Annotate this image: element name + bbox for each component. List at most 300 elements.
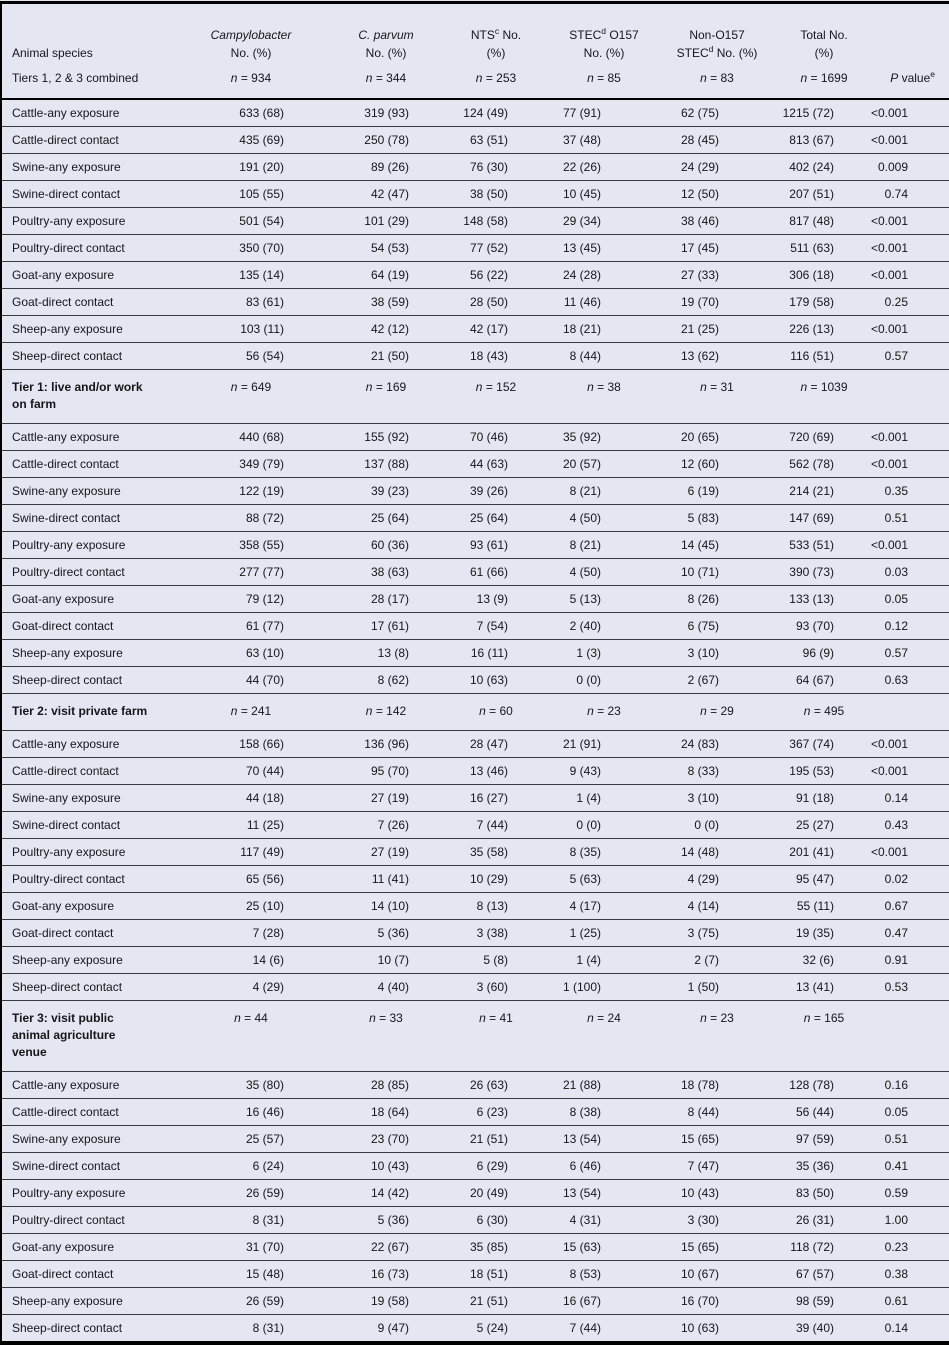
table-row	[1, 559, 949, 586]
value-cell: 39 (26)	[469, 484, 508, 498]
value-cell: 14 (42)	[370, 1186, 409, 1200]
value-cell: 135 (14)	[239, 268, 284, 282]
value-cell: 56 (22)	[469, 268, 508, 282]
p-value-cell: <0.001	[870, 268, 908, 282]
species-cell: Sheep-direct contact	[12, 673, 123, 687]
species-cell: Cattle-any exposure	[12, 737, 120, 751]
value-cell: 35 (36)	[795, 1159, 834, 1173]
value-cell: 70 (46)	[469, 430, 508, 444]
value-cell: 16 (73)	[370, 1267, 409, 1281]
table-row	[1, 127, 949, 154]
value-cell: 11 (46)	[563, 295, 601, 309]
p-value-cell: <0.001	[870, 845, 908, 859]
value-cell: 13 (62)	[680, 349, 719, 363]
tier-n-cell: n = 1039	[800, 380, 848, 394]
col-header-campylobacter	[186, 3, 316, 63]
value-cell: 29 (34)	[562, 214, 601, 228]
value-cell: 10 (45)	[562, 187, 601, 201]
value-cell: 21 (88)	[562, 1078, 601, 1092]
tier-n-cell: n = 495	[803, 704, 845, 718]
value-cell: 7 (54)	[476, 619, 508, 633]
table-row	[1, 667, 949, 694]
value-cell: 67 (57)	[795, 1267, 834, 1281]
species-cell: Poultry-any exposure	[12, 845, 126, 859]
value-cell: 720 (69)	[789, 430, 834, 444]
value-cell: 402 (24)	[789, 160, 834, 174]
col-header-stec-o157	[541, 3, 651, 63]
value-cell: 817 (48)	[789, 214, 834, 228]
species-cell: Poultry-any exposure	[12, 538, 126, 552]
species-cell: Goat-any exposure	[12, 899, 115, 913]
species-cell: Swine-direct contact	[12, 1159, 121, 1173]
value-cell: 17 (61)	[370, 619, 409, 633]
value-cell: 65 (56)	[245, 872, 284, 886]
value-cell: 38 (63)	[370, 565, 409, 579]
table-row	[1, 451, 949, 478]
col-n-nts: n = 253	[436, 62, 541, 99]
tier-n-cell: n = 41	[479, 1011, 513, 1025]
p-value-empty	[861, 694, 949, 731]
value-cell: 3 (30)	[687, 1213, 719, 1227]
p-value-cell: <0.001	[870, 430, 908, 444]
value-cell: 358 (55)	[239, 538, 284, 552]
value-cell: 42 (47)	[370, 187, 409, 201]
value-cell: 8 (31)	[252, 1321, 284, 1335]
species-cell: Sheep-any exposure	[12, 1294, 123, 1308]
value-cell: 5 (36)	[377, 1213, 409, 1227]
value-cell: 5 (63)	[569, 872, 601, 886]
p-value-cell: 0.41	[884, 1159, 908, 1173]
value-cell: 214 (21)	[789, 484, 834, 498]
value-cell: 44 (18)	[245, 791, 284, 805]
value-cell: 24 (29)	[680, 160, 719, 174]
value-cell: 13 (8)	[377, 646, 409, 660]
value-cell: 1 (25)	[569, 926, 601, 940]
value-cell: 116 (51)	[790, 349, 834, 363]
species-cell: Cattle-direct contact	[12, 1105, 119, 1119]
value-cell: 25 (64)	[469, 511, 508, 525]
species-cell: Swine-direct contact	[12, 187, 121, 201]
value-cell: 38 (59)	[370, 295, 409, 309]
value-cell: 56 (44)	[795, 1105, 834, 1119]
tier-n-cell: n = 165	[803, 1011, 845, 1025]
value-cell: 633 (68)	[239, 106, 284, 120]
table-row	[1, 731, 949, 758]
value-cell: 1 (50)	[687, 980, 719, 994]
value-cell: 27 (33)	[680, 268, 719, 282]
value-cell: 37 (48)	[562, 133, 601, 147]
value-cell: 0 (0)	[576, 673, 601, 687]
value-cell: 16 (11)	[470, 646, 508, 660]
value-cell: 250 (78)	[364, 133, 409, 147]
value-cell: 117 (49)	[240, 845, 284, 859]
value-cell: 5 (13)	[569, 592, 601, 606]
value-cell: 35 (80)	[245, 1078, 284, 1092]
value-cell: 8 (26)	[687, 592, 719, 606]
tier-n-cell: n = 649	[230, 380, 272, 394]
table-row	[1, 1153, 949, 1180]
value-cell: 8 (31)	[252, 1213, 284, 1227]
value-cell: 18 (64)	[370, 1105, 409, 1119]
p-value-empty	[861, 370, 949, 424]
value-cell: 6 (30)	[476, 1213, 508, 1227]
tiers-combined-label: Tiers 1, 2 & 3 combined	[1, 62, 186, 99]
value-cell: 133 (13)	[789, 592, 834, 606]
table-row	[1, 1234, 949, 1261]
value-cell: 148 (58)	[463, 214, 508, 228]
value-cell: 0 (0)	[576, 818, 601, 832]
value-cell: 103 (11)	[240, 322, 284, 336]
value-cell: 1 (4)	[576, 953, 601, 967]
value-cell: 21 (51)	[469, 1294, 508, 1308]
value-cell: 511 (63)	[790, 241, 834, 255]
table-body	[1, 99, 949, 1343]
p-value-cell: 0.67	[884, 899, 908, 913]
tier-row-tier3	[1, 1001, 949, 1072]
species-cell: Goat-any exposure	[12, 592, 115, 606]
p-value-cell: 0.47	[884, 926, 908, 940]
value-cell: 3 (10)	[687, 791, 719, 805]
species-cell: Cattle-any exposure	[12, 430, 120, 444]
p-value-cell: 0.38	[884, 1267, 908, 1281]
value-cell: 26 (59)	[245, 1294, 284, 1308]
value-cell: 32 (6)	[802, 953, 834, 967]
table-row	[1, 613, 949, 640]
value-cell: 3 (10)	[687, 646, 719, 660]
value-cell: 54 (53)	[370, 241, 409, 255]
value-cell: 70 (44)	[245, 764, 284, 778]
col-header-line1: STEC$^d$ O157	[569, 26, 639, 42]
species-cell: Goat-direct contact	[12, 926, 114, 940]
col-header-non-o157-stec	[651, 3, 771, 63]
table-row	[1, 1072, 949, 1099]
col-header-line1: Non-O157	[689, 28, 745, 42]
value-cell: 8 (21)	[569, 538, 601, 552]
tier-n-cell: n = 152	[475, 380, 517, 394]
table-row	[1, 316, 949, 343]
col-header-line2: (%)	[814, 46, 834, 60]
species-cell: Cattle-any exposure	[12, 1078, 120, 1092]
value-cell: 7 (26)	[377, 818, 409, 832]
value-cell: 6 (24)	[252, 1159, 284, 1173]
value-cell: 5 (36)	[377, 926, 409, 940]
col-header-line2: (%)	[486, 46, 506, 60]
p-value-cell: 0.43	[884, 818, 908, 832]
value-cell: 4 (31)	[569, 1213, 601, 1227]
col-n-non-o157-stec: n = 83	[651, 62, 771, 99]
value-cell: 9 (43)	[569, 764, 601, 778]
value-cell: 91 (18)	[795, 791, 834, 805]
value-cell: 13 (54)	[562, 1132, 601, 1146]
species-cell: Poultry-any exposure	[12, 1186, 126, 1200]
table-row	[1, 1315, 949, 1344]
species-cell: Swine-any exposure	[12, 160, 121, 174]
p-value-cell: <0.001	[870, 214, 908, 228]
tier-n-cell: n = 23	[700, 1011, 734, 1025]
species-cell: Goat-any exposure	[12, 268, 115, 282]
tier-label: Tier 1: live and/or work on farm	[12, 380, 143, 411]
species-cell: Swine-direct contact	[12, 511, 121, 525]
p-value-cell: <0.001	[870, 241, 908, 255]
col-n-total: n = 1699	[771, 62, 861, 99]
species-cell: Goat-direct contact	[12, 295, 114, 309]
value-cell: 118 (72)	[790, 1240, 834, 1254]
animal-species-header	[1, 3, 186, 63]
value-cell: 19 (58)	[370, 1294, 409, 1308]
species-cell: Cattle-direct contact	[12, 457, 119, 471]
value-cell: 35 (85)	[469, 1240, 508, 1254]
tier-n-cell: n = 142	[365, 704, 407, 718]
col-n-c-parvum: n = 344	[316, 62, 436, 99]
value-cell: 38 (50)	[469, 187, 508, 201]
value-cell: 3 (75)	[687, 926, 719, 940]
p-value-cell: 0.59	[884, 1186, 908, 1200]
value-cell: 35 (58)	[469, 845, 508, 859]
p-value-cell: <0.001	[870, 538, 908, 552]
value-cell: 10 (43)	[370, 1159, 409, 1173]
value-cell: 77 (52)	[469, 241, 508, 255]
value-cell: 83 (61)	[245, 295, 284, 309]
value-cell: 39 (23)	[370, 484, 409, 498]
value-cell: 8 (53)	[569, 1267, 601, 1281]
value-cell: 319 (93)	[364, 106, 409, 120]
p-value-cell: <0.001	[870, 322, 908, 336]
table-row	[1, 974, 949, 1001]
species-cell: Cattle-direct contact	[12, 133, 119, 147]
value-cell: 179 (58)	[789, 295, 834, 309]
value-cell: 8 (38)	[569, 1105, 601, 1119]
value-cell: 6 (75)	[687, 619, 719, 633]
value-cell: 306 (18)	[789, 268, 834, 282]
value-cell: 61 (77)	[245, 619, 284, 633]
value-cell: 21 (51)	[469, 1132, 508, 1146]
value-cell: 9 (47)	[377, 1321, 409, 1335]
p-value-cell: 0.35	[884, 484, 908, 498]
table-row	[1, 1261, 949, 1288]
value-cell: 26 (31)	[795, 1213, 834, 1227]
value-cell: 10 (7)	[377, 953, 409, 967]
value-cell: 7 (44)	[476, 818, 508, 832]
table-row	[1, 640, 949, 667]
value-cell: 2 (40)	[569, 619, 601, 633]
value-cell: 10 (67)	[680, 1267, 719, 1281]
table-row	[1, 181, 949, 208]
value-cell: 191 (20)	[239, 160, 284, 174]
tier-row-tier1	[1, 370, 949, 424]
table-row	[1, 99, 949, 127]
value-cell: 95 (47)	[795, 872, 834, 886]
value-cell: 64 (19)	[370, 268, 409, 282]
species-cell: Cattle-direct contact	[12, 764, 119, 778]
header-row-top	[1, 3, 949, 63]
value-cell: 2 (67)	[687, 673, 719, 687]
table-row	[1, 866, 949, 893]
value-cell: 105 (55)	[239, 187, 284, 201]
species-cell: Goat-direct contact	[12, 619, 114, 633]
value-cell: 39 (40)	[795, 1321, 834, 1335]
value-cell: 390 (73)	[789, 565, 834, 579]
p-value-cell: 0.57	[884, 646, 908, 660]
value-cell: 13 (54)	[562, 1186, 601, 1200]
table-row	[1, 839, 949, 866]
value-cell: 8 (44)	[569, 349, 601, 363]
value-cell: 56 (54)	[245, 349, 284, 363]
value-cell: 16 (46)	[245, 1105, 284, 1119]
value-cell: 5 (24)	[476, 1321, 508, 1335]
tier-n-cell: n = 29	[700, 704, 734, 718]
value-cell: 7 (28)	[252, 926, 284, 940]
species-cell: Swine-any exposure	[12, 791, 121, 805]
species-cell: Sheep-direct contact	[12, 1321, 123, 1335]
value-cell: 277 (77)	[239, 565, 284, 579]
value-cell: 14 (48)	[680, 845, 719, 859]
value-cell: 147 (69)	[789, 511, 834, 525]
value-cell: 8 (35)	[569, 845, 601, 859]
value-cell: 61 (66)	[469, 565, 508, 579]
p-value-cell: 0.05	[884, 592, 908, 606]
animal-species-label: Animal species	[12, 46, 93, 60]
value-cell: 201 (41)	[789, 845, 834, 859]
value-cell: 813 (67)	[789, 133, 834, 147]
value-cell: 28 (17)	[370, 592, 409, 606]
value-cell: 12 (50)	[680, 187, 719, 201]
p-value-cell: <0.001	[870, 457, 908, 471]
value-cell: 435 (69)	[239, 133, 284, 147]
table-row	[1, 947, 949, 974]
value-cell: 11 (25)	[246, 818, 284, 832]
col-header-line2: No. (%)	[365, 46, 407, 60]
value-cell: 76 (30)	[469, 160, 508, 174]
value-cell: 16 (27)	[469, 791, 508, 805]
value-cell: 20 (65)	[680, 430, 719, 444]
value-cell: 6 (29)	[476, 1159, 508, 1173]
col-header-line1: Campylobacter	[210, 28, 292, 42]
value-cell: 18 (51)	[469, 1267, 508, 1281]
value-cell: 44 (70)	[245, 673, 284, 687]
value-cell: 25 (64)	[370, 511, 409, 525]
value-cell: 3 (60)	[476, 980, 508, 994]
value-cell: 28 (47)	[469, 737, 508, 751]
value-cell: 13 (41)	[795, 980, 834, 994]
tier-n-cell: n = 24	[587, 1011, 621, 1025]
species-cell: Swine-any exposure	[12, 484, 121, 498]
tier-n-cell: n = 23	[587, 704, 621, 718]
value-cell: 1215 (72)	[782, 106, 834, 120]
value-cell: 19 (35)	[795, 926, 834, 940]
value-cell: 6 (23)	[476, 1105, 508, 1119]
value-cell: 18 (43)	[469, 349, 508, 363]
value-cell: 4 (29)	[252, 980, 284, 994]
table-row	[1, 785, 949, 812]
p-value-cell: 0.74	[884, 187, 908, 201]
species-cell: Poultry-any exposure	[12, 214, 126, 228]
col-header-line2: No. (%)	[230, 46, 272, 60]
value-cell: 21 (25)	[680, 322, 719, 336]
value-cell: 14 (6)	[252, 953, 284, 967]
value-cell: 97 (59)	[795, 1132, 834, 1146]
value-cell: 25 (10)	[245, 899, 284, 913]
value-cell: 6 (19)	[687, 484, 719, 498]
table-row	[1, 893, 949, 920]
value-cell: 1 (3)	[576, 646, 601, 660]
tier-row-tier2	[1, 694, 949, 731]
value-cell: 23 (70)	[370, 1132, 409, 1146]
value-cell: 93 (61)	[469, 538, 508, 552]
value-cell: 2 (7)	[694, 953, 719, 967]
table-row	[1, 505, 949, 532]
value-cell: 440 (68)	[239, 430, 284, 444]
value-cell: 195 (53)	[789, 764, 834, 778]
value-cell: 122 (19)	[239, 484, 284, 498]
value-cell: 8 (33)	[687, 764, 719, 778]
tier-n-cell: n = 33	[369, 1011, 403, 1025]
value-cell: 562 (78)	[789, 457, 834, 471]
species-cell: Swine-direct contact	[12, 818, 121, 832]
value-cell: 6 (46)	[569, 1159, 601, 1173]
p-value-cell: <0.001	[870, 133, 908, 147]
value-cell: 24 (28)	[562, 268, 601, 282]
table-row	[1, 289, 949, 316]
table-row	[1, 758, 949, 785]
value-cell: 93 (70)	[795, 619, 834, 633]
table-row	[1, 235, 949, 262]
value-cell: 88 (72)	[245, 511, 284, 525]
value-cell: 31 (70)	[245, 1240, 284, 1254]
species-cell: Sheep-direct contact	[12, 349, 123, 363]
table-row	[1, 208, 949, 235]
value-cell: 11 (41)	[371, 872, 409, 886]
value-cell: 14 (10)	[370, 899, 409, 913]
value-cell: 155 (92)	[364, 430, 409, 444]
value-cell: 19 (70)	[680, 295, 719, 309]
tier-label: Tier 3: visit public animal agriculture venue	[12, 1011, 116, 1059]
value-cell: 77 (91)	[562, 106, 601, 120]
value-cell: 350 (70)	[239, 241, 284, 255]
value-cell: 64 (67)	[795, 673, 834, 687]
value-cell: 79 (12)	[245, 592, 284, 606]
value-cell: 16 (67)	[562, 1294, 601, 1308]
p-value-cell: <0.001	[870, 106, 908, 120]
col-header-c-parvum	[316, 3, 436, 63]
table-row	[1, 1126, 949, 1153]
value-cell: 501 (54)	[239, 214, 284, 228]
value-cell: 124 (49)	[463, 106, 508, 120]
value-cell: 20 (57)	[562, 457, 601, 471]
p-value-cell: 0.14	[884, 791, 908, 805]
value-cell: 42 (12)	[370, 322, 409, 336]
header-row-n	[1, 62, 949, 99]
col-header-total	[771, 3, 861, 63]
value-cell: 226 (13)	[789, 322, 834, 336]
tier-n-cell: n = 241	[230, 704, 272, 718]
table-row	[1, 343, 949, 370]
value-cell: 13 (46)	[469, 764, 508, 778]
value-cell: 25 (57)	[245, 1132, 284, 1146]
value-cell: 95 (70)	[370, 764, 409, 778]
p-value-empty	[861, 1001, 949, 1072]
value-cell: 13 (45)	[562, 241, 601, 255]
tier-n-cell: n = 38	[587, 380, 621, 394]
table-row	[1, 154, 949, 181]
species-cell: Poultry-direct contact	[12, 565, 125, 579]
p-value-cell: 1.00	[884, 1213, 908, 1227]
tier-n-cell: n = 31	[700, 380, 734, 394]
value-cell: 101 (29)	[364, 214, 409, 228]
table-row	[1, 586, 949, 613]
value-cell: 83 (50)	[795, 1186, 834, 1200]
value-cell: 26 (59)	[245, 1186, 284, 1200]
value-cell: 44 (63)	[469, 457, 508, 471]
